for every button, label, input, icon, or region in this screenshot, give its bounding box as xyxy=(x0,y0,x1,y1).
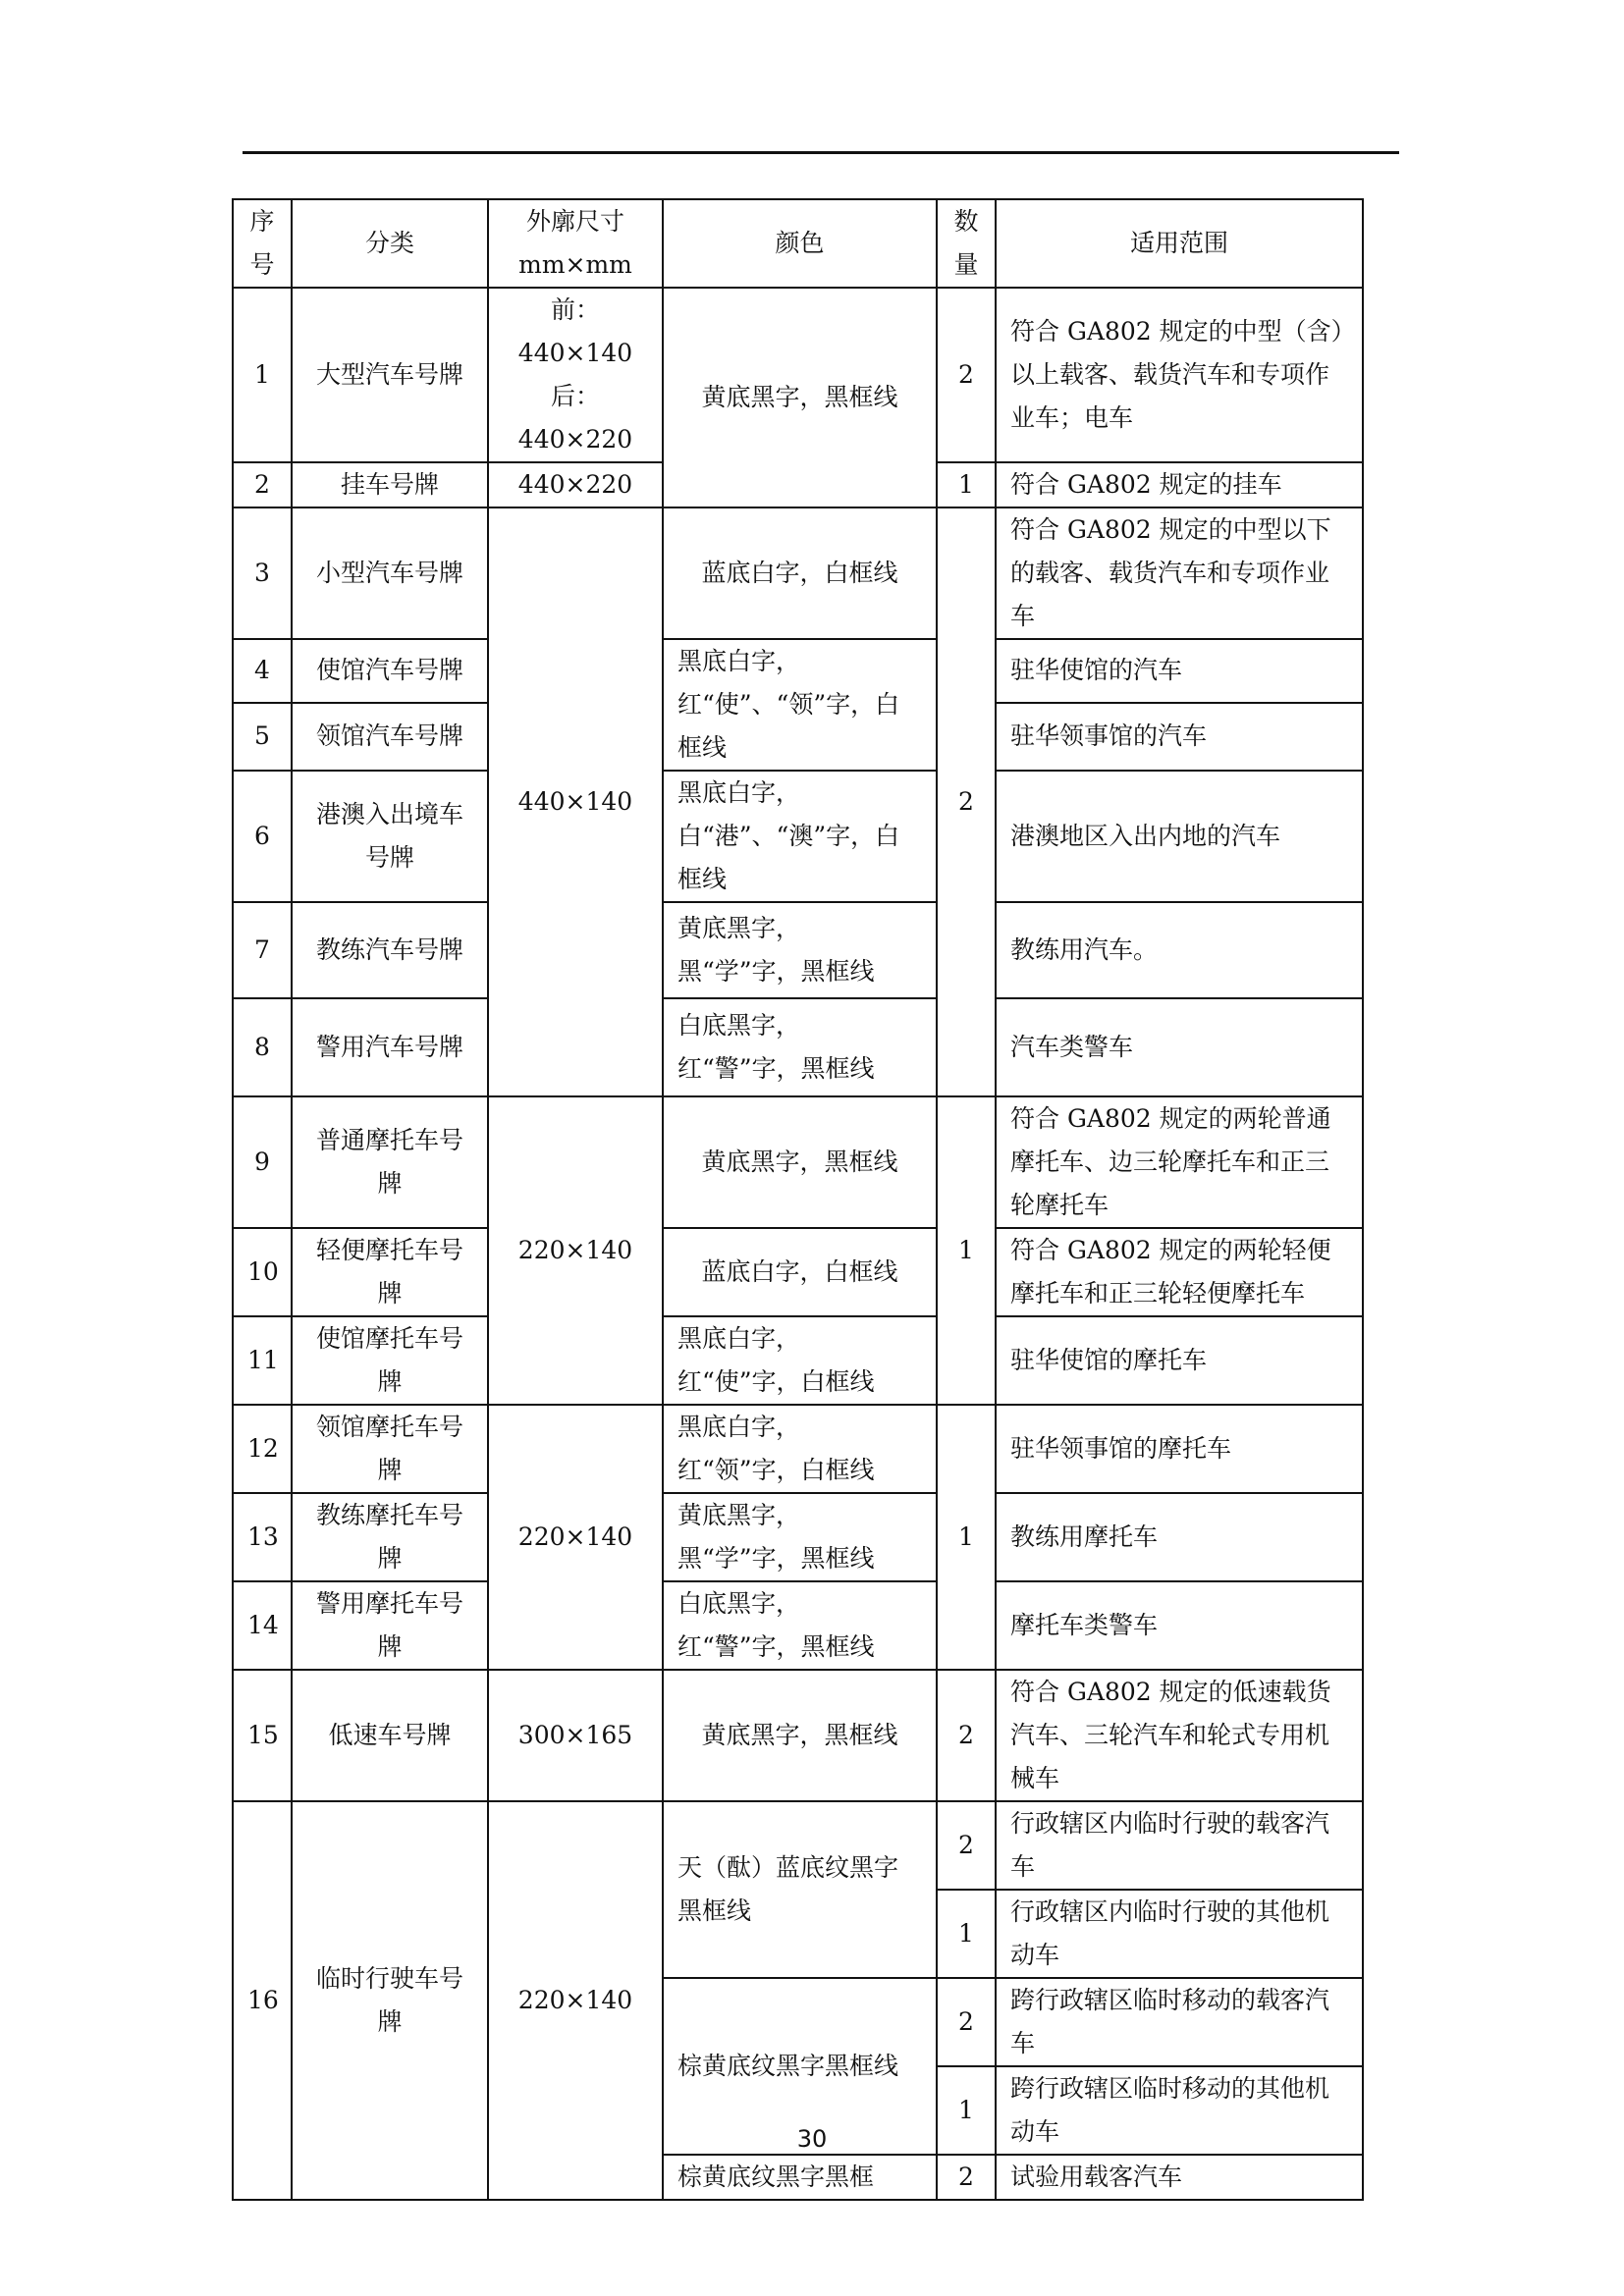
table-row xyxy=(233,902,1363,998)
row-color: 黄底黑字，黑框线 xyxy=(663,1670,937,1801)
row-category: 领馆汽车号牌 xyxy=(292,703,488,771)
row-seq: 7 xyxy=(233,902,292,998)
header-category: 分类 xyxy=(292,199,488,288)
row-seq: 3 xyxy=(233,507,292,639)
table-row xyxy=(233,1316,1363,1405)
size-front: 前：440×140 xyxy=(517,295,633,367)
header-rule xyxy=(243,151,1399,154)
row-seq: 10 xyxy=(233,1228,292,1316)
row-category: 教练汽车号牌 xyxy=(292,902,488,998)
row-scope: 驻华领事馆的汽车 xyxy=(996,703,1363,771)
row-scope: 教练用汽车。 xyxy=(996,902,1363,998)
row-color: 黄底黑字，黑“学”字，黑框线 xyxy=(663,902,937,998)
row-color: 棕黄底纹黑字黑框 xyxy=(663,2155,937,2200)
row-scope: 试验用载客汽车 xyxy=(996,2155,1363,2200)
row-color: 蓝底白字，白框线 xyxy=(663,507,937,639)
row-seq: 12 xyxy=(233,1405,292,1493)
row-scope: 符合 GA802 规定的挂车 xyxy=(996,462,1363,507)
row-scope: 跨行政辖区临时移动的其他机动车 xyxy=(996,2066,1363,2155)
row-seq: 4 xyxy=(233,639,292,703)
row-color: 黄底黑字，黑“学”字，黑框线 xyxy=(663,1493,937,1581)
table-row xyxy=(233,507,1363,639)
table-row xyxy=(233,1670,1363,1801)
row-color: 黑底白字，白“港”、“澳”字，白框线 xyxy=(663,771,937,902)
header-size-line2: mm×mm xyxy=(518,250,632,279)
row-category: 警用汽车号牌 xyxy=(292,998,488,1096)
row-scope: 港澳地区入出内地的汽车 xyxy=(996,771,1363,902)
header-seq: 序号 xyxy=(233,199,292,288)
row-qty: 2 xyxy=(937,507,996,1096)
row-size: 440×140 xyxy=(488,507,663,1096)
row-seq: 13 xyxy=(233,1493,292,1581)
row-seq: 6 xyxy=(233,771,292,902)
size-back: 后：440×220 xyxy=(517,382,633,454)
row-scope: 汽车类警车 xyxy=(996,998,1363,1096)
page-number: 30 xyxy=(796,2125,828,2153)
row-qty: 2 xyxy=(937,1670,996,1801)
row-seq: 8 xyxy=(233,998,292,1096)
header-scope: 适用范围 xyxy=(996,199,1363,288)
row-color: 棕黄底纹黑字黑框线 xyxy=(663,1978,937,2155)
row-seq: 11 xyxy=(233,1316,292,1405)
row-qty: 2 xyxy=(937,2155,996,2200)
header-qty: 数量 xyxy=(937,199,996,288)
row-scope: 符合 GA802 规定的两轮普通摩托车、边三轮摩托车和正三轮摩托车 xyxy=(996,1096,1363,1228)
header-size xyxy=(488,199,663,288)
row-qty: 1 xyxy=(937,462,996,507)
row-qty: 1 xyxy=(937,1890,996,1978)
row-scope: 跨行政辖区临时移动的载客汽车 xyxy=(996,1978,1363,2066)
row-qty: 1 xyxy=(937,1405,996,1670)
row-qty: 1 xyxy=(937,1096,996,1405)
row-qty: 2 xyxy=(937,1978,996,2066)
row-size: 220×140 xyxy=(488,1405,663,1670)
row-seq: 9 xyxy=(233,1096,292,1228)
row-color: 黑底白字，红“领”字，白框线 xyxy=(663,1405,937,1493)
row-scope: 教练用摩托车 xyxy=(996,1493,1363,1581)
row-category: 使馆摩托车号牌 xyxy=(292,1316,488,1405)
row-seq: 15 xyxy=(233,1670,292,1801)
row-category: 使馆汽车号牌 xyxy=(292,639,488,703)
table-row xyxy=(233,771,1363,902)
row-category: 警用摩托车号牌 xyxy=(292,1581,488,1670)
row-size xyxy=(488,288,663,462)
row-size: 220×140 xyxy=(488,1801,663,2200)
row-scope: 行政辖区内临时行驶的其他机动车 xyxy=(996,1890,1363,1978)
table-row xyxy=(233,1801,1363,1890)
table-row xyxy=(233,288,1363,462)
row-color: 黄底黑字，黑框线 xyxy=(663,1096,937,1228)
table-row xyxy=(233,639,1363,703)
row-scope: 驻华使馆的摩托车 xyxy=(996,1316,1363,1405)
row-category: 港澳入出境车号牌 xyxy=(292,771,488,902)
row-size: 300×165 xyxy=(488,1670,663,1801)
row-scope: 符合 GA802 规定的中型以下的载客、载货汽车和专项作业车 xyxy=(996,507,1363,639)
row-scope: 行政辖区内临时行驶的载客汽车 xyxy=(996,1801,1363,1890)
table-row xyxy=(233,1405,1363,1493)
license-plate-table xyxy=(232,198,1364,2201)
row-color: 天（酞）蓝底纹黑字黑框线 xyxy=(663,1801,937,1978)
row-category: 低速车号牌 xyxy=(292,1670,488,1801)
row-scope: 驻华领事馆的摩托车 xyxy=(996,1405,1363,1493)
row-category: 临时行驶车号牌 xyxy=(292,1801,488,2200)
row-seq: 2 xyxy=(233,462,292,507)
row-category: 领馆摩托车号牌 xyxy=(292,1405,488,1493)
table-row xyxy=(233,1581,1363,1670)
row-category: 普通摩托车号牌 xyxy=(292,1096,488,1228)
row-scope: 符合 GA802 规定的低速载货汽车、三轮汽车和轮式专用机械车 xyxy=(996,1670,1363,1801)
table-header-row xyxy=(233,199,1363,288)
row-seq: 14 xyxy=(233,1581,292,1670)
row-category: 轻便摩托车号牌 xyxy=(292,1228,488,1316)
row-color: 白底黑字，红“警”字，黑框线 xyxy=(663,1581,937,1670)
row-size: 440×220 xyxy=(488,462,663,507)
row-color: 黑底白字，红“使”字，白框线 xyxy=(663,1316,937,1405)
table-row xyxy=(233,1228,1363,1316)
row-scope: 符合 GA802 规定的中型（含）以上载客、载货汽车和专项作业车；电车 xyxy=(996,288,1363,462)
table-row xyxy=(233,1493,1363,1581)
row-category: 挂车号牌 xyxy=(292,462,488,507)
header-size-line1: 外廓尺寸 xyxy=(525,207,624,236)
row-color: 黑底白字，红“使”、“领”字，白框线 xyxy=(663,639,937,771)
row-color: 蓝底白字，白框线 xyxy=(663,1228,937,1316)
row-scope: 摩托车类警车 xyxy=(996,1581,1363,1670)
row-qty: 2 xyxy=(937,1801,996,1890)
row-seq: 16 xyxy=(233,1801,292,2200)
row-qty: 1 xyxy=(937,2066,996,2155)
row-scope: 符合 GA802 规定的两轮轻便摩托车和正三轮轻便摩托车 xyxy=(996,1228,1363,1316)
row-color: 白底黑字，红“警”字，黑框线 xyxy=(663,998,937,1096)
row-seq: 1 xyxy=(233,288,292,462)
row-category: 小型汽车号牌 xyxy=(292,507,488,639)
table-row xyxy=(233,1096,1363,1228)
table-row xyxy=(233,998,1363,1096)
row-category: 大型汽车号牌 xyxy=(292,288,488,462)
row-seq: 5 xyxy=(233,703,292,771)
row-size: 220×140 xyxy=(488,1096,663,1405)
header-color: 颜色 xyxy=(663,199,937,288)
row-category: 教练摩托车号牌 xyxy=(292,1493,488,1581)
row-qty: 2 xyxy=(937,288,996,462)
row-color: 黄底黑字，黑框线 xyxy=(663,288,937,507)
row-scope: 驻华使馆的汽车 xyxy=(996,639,1363,703)
